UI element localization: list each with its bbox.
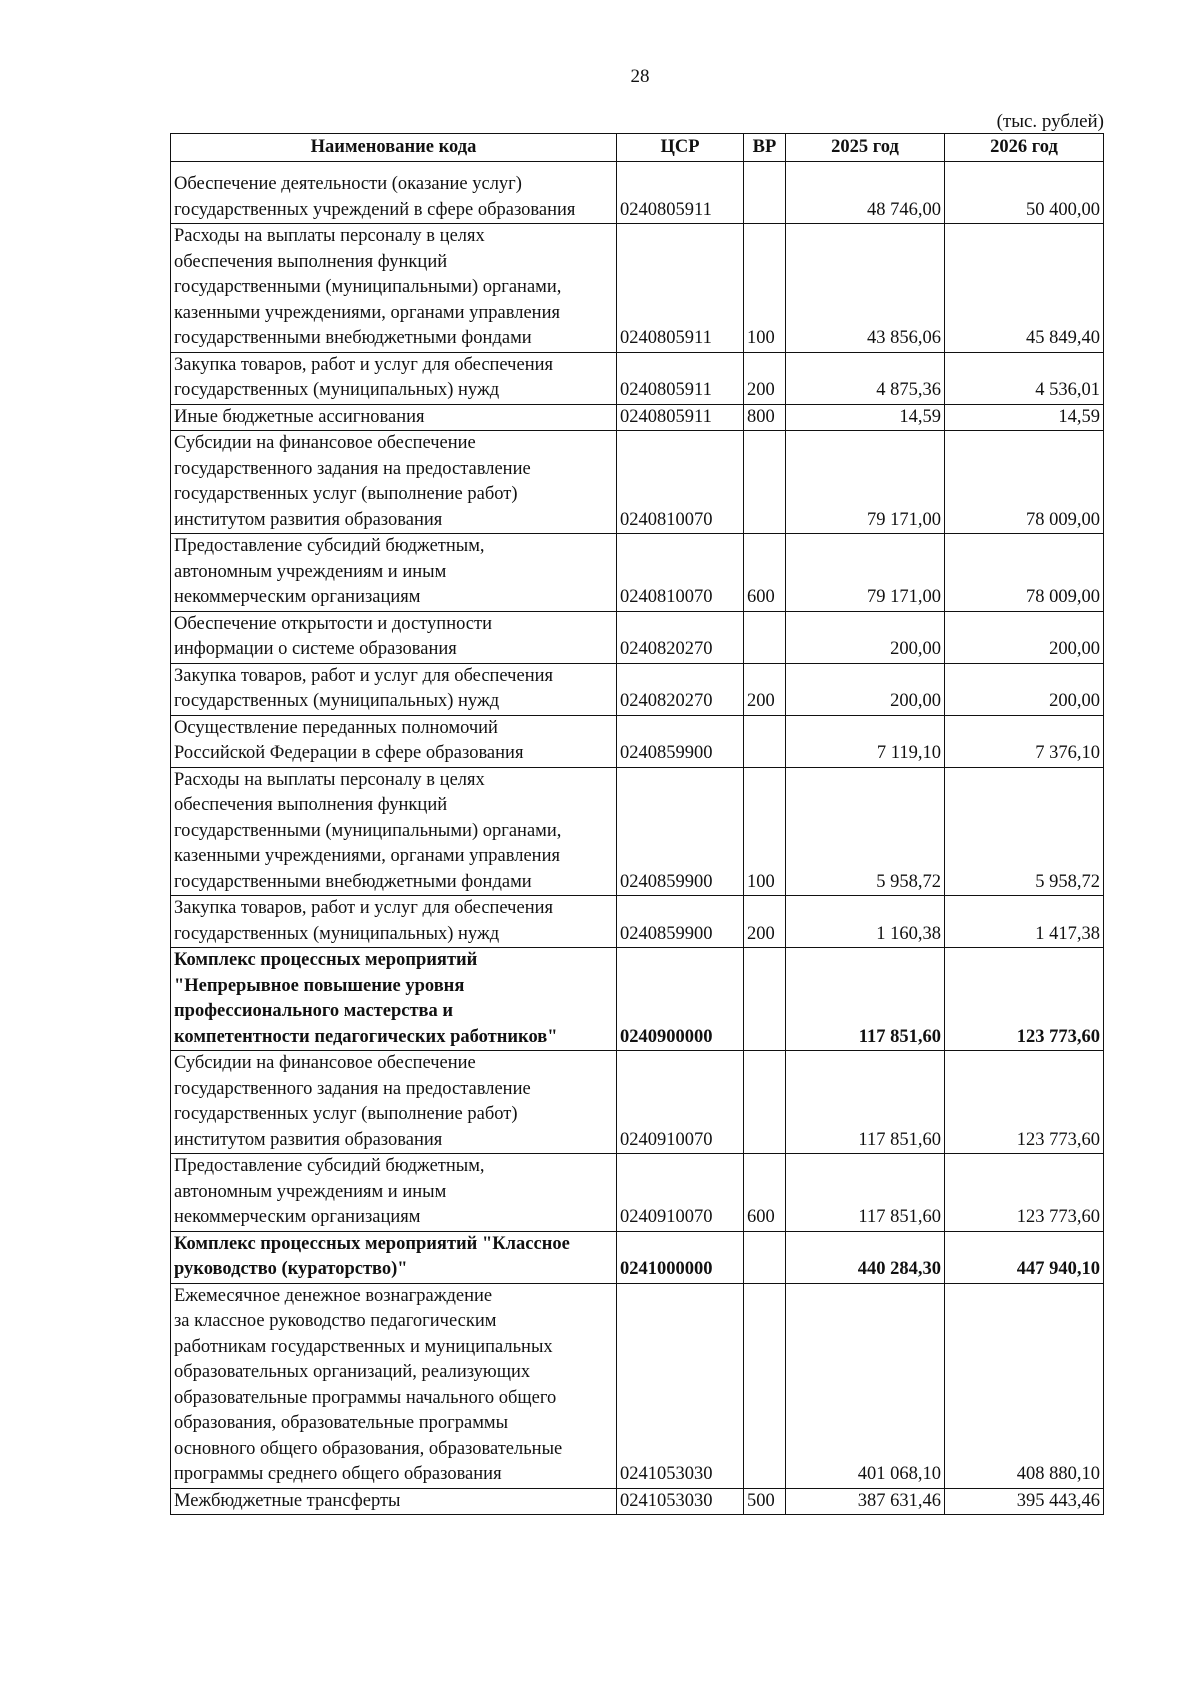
spacer-cell — [945, 162, 1104, 173]
cell-2026: 4 536,01 — [945, 352, 1104, 404]
cell-csr: 0240805911 — [617, 172, 744, 224]
cell-name-line: государственных услуг (выполнение работ) — [174, 484, 518, 504]
cell-name-line: государственными (муниципальными) органами, — [174, 820, 562, 841]
cell-name-line: Субсидии на финансовое обеспечение — [174, 1053, 476, 1073]
table-row — [171, 767, 1104, 896]
cell-name-line: Иные бюджетные ассигнования — [174, 406, 425, 427]
cell-csr: 0240820270 — [617, 663, 744, 715]
cell-name-line: образовательных организаций, реализующих — [174, 1362, 531, 1382]
table-row — [171, 611, 1104, 663]
cell-2026: 78 009,00 — [945, 534, 1104, 612]
cell-name-line: казенными учреждениями, органами управления — [174, 302, 560, 323]
cell-name-line: Расходы на выплаты персоналу в целях — [174, 226, 485, 246]
cell-2025: 200,00 — [786, 663, 945, 715]
cell-2025: 117 851,60 — [786, 1154, 945, 1232]
cell-vr: 200 — [744, 663, 786, 715]
cell-2025: 117 851,60 — [786, 948, 945, 1051]
cell-csr: 0240910070 — [617, 1051, 744, 1154]
cell-name — [171, 611, 617, 663]
cell-name-line: государственных (муниципальных) нужд — [174, 691, 500, 711]
cell-name — [171, 1231, 617, 1283]
cell-name — [171, 948, 617, 1051]
cell-csr: 0240805911 — [617, 404, 744, 431]
cell-name-line: государственных (муниципальных) нужд — [174, 923, 500, 944]
cell-name-line: казенными учреждениями, органами управления — [174, 846, 560, 866]
cell-2025: 4 875,36 — [786, 352, 945, 404]
cell-name — [171, 534, 617, 612]
cell-2026: 123 773,60 — [945, 948, 1104, 1051]
spacer-cell — [786, 162, 945, 173]
table-header-row — [171, 134, 1104, 162]
cell-2025: 43 856,06 — [786, 224, 945, 353]
cell-2026: 395 443,46 — [945, 1488, 1104, 1515]
table-row — [171, 1283, 1104, 1488]
cell-name-line: некоммерческим организациям — [174, 587, 421, 607]
page-number: 28 — [630, 66, 650, 87]
header-csr: ЦСР — [617, 134, 744, 162]
cell-csr: 0240810070 — [617, 431, 744, 534]
cell-name-line: программы среднего общего образования — [174, 1464, 502, 1484]
cell-name — [171, 224, 617, 353]
cell-name-line: руководство (кураторство)" — [174, 1259, 408, 1279]
cell-vr — [744, 1283, 786, 1488]
table-row — [171, 224, 1104, 353]
cell-csr: 0240859900 — [617, 715, 744, 767]
cell-vr — [744, 172, 786, 224]
header-vr: ВР — [744, 134, 786, 162]
cell-name-line: образовательные программы начального общего — [174, 1387, 557, 1408]
cell-vr: 200 — [744, 352, 786, 404]
cell-vr — [744, 1051, 786, 1154]
cell-name-line: Закупка товаров, работ и услуг для обеспечения — [174, 665, 554, 686]
cell-2025: 1 160,38 — [786, 896, 945, 948]
cell-name-line: автономным учреждениям и иным — [174, 561, 447, 582]
cell-name-line: автономным учреждениям и иным — [174, 1181, 447, 1202]
cell-name — [171, 1154, 617, 1232]
cell-csr: 0241000000 — [617, 1231, 744, 1283]
cell-name — [171, 404, 617, 431]
cell-name — [171, 1283, 617, 1488]
cell-csr: 0240859900 — [617, 896, 744, 948]
cell-csr: 0241053030 — [617, 1283, 744, 1488]
cell-vr: 800 — [744, 404, 786, 431]
cell-2025: 440 284,30 — [786, 1231, 945, 1283]
cell-name-line: государственных учреждений в сфере образования — [174, 199, 576, 220]
cell-name — [171, 431, 617, 534]
cell-2025: 387 631,46 — [786, 1488, 945, 1515]
cell-2026: 45 849,40 — [945, 224, 1104, 353]
cell-name-line: Комплекс процессных мероприятий — [174, 950, 478, 970]
table-row — [171, 1231, 1104, 1283]
cell-name-line: компетентности педагогических работников" — [174, 1026, 558, 1047]
spacer-cell — [171, 162, 617, 173]
cell-vr: 600 — [744, 534, 786, 612]
cell-name-line: государственными внебюджетными фондами — [174, 328, 532, 348]
cell-name — [171, 715, 617, 767]
cell-2025: 48 746,00 — [786, 172, 945, 224]
table-row — [171, 663, 1104, 715]
cell-csr: 0240810070 — [617, 534, 744, 612]
cell-name-line: государственных (муниципальных) нужд — [174, 380, 500, 400]
cell-name-line: основного общего образования, образовательные — [174, 1438, 563, 1459]
cell-name — [171, 1051, 617, 1154]
cell-2025: 401 068,10 — [786, 1283, 945, 1488]
cell-vr: 600 — [744, 1154, 786, 1232]
table-body — [171, 162, 1104, 1515]
cell-name-line: за классное руководство педагогическим — [174, 1311, 497, 1331]
cell-2025: 14,59 — [786, 404, 945, 431]
cell-vr: 500 — [744, 1488, 786, 1515]
cell-2026: 78 009,00 — [945, 431, 1104, 534]
cell-2026: 408 880,10 — [945, 1283, 1104, 1488]
cell-name — [171, 172, 617, 224]
cell-2025: 200,00 — [786, 611, 945, 663]
cell-2026: 50 400,00 — [945, 172, 1104, 224]
cell-2025: 117 851,60 — [786, 1051, 945, 1154]
cell-name-line: Закупка товаров, работ и услуг для обеспечения — [174, 354, 554, 375]
cell-name — [171, 352, 617, 404]
cell-name — [171, 663, 617, 715]
cell-name — [171, 1488, 617, 1515]
cell-name-line: профессионального мастерства и — [174, 1001, 454, 1021]
cell-name-line: Комплекс процессных мероприятий "Классное — [174, 1233, 570, 1254]
cell-2026: 1 417,38 — [945, 896, 1104, 948]
cell-2026: 7 376,10 — [945, 715, 1104, 767]
spacer-row — [171, 162, 1104, 173]
table-row — [171, 1488, 1104, 1515]
cell-name-line: государственного задания на предоставление — [174, 1078, 531, 1099]
cell-vr: 200 — [744, 896, 786, 948]
cell-2026: 123 773,60 — [945, 1154, 1104, 1232]
cell-name-line: обеспечения выполнения функций — [174, 251, 448, 272]
cell-csr: 0240859900 — [617, 767, 744, 896]
table-row — [171, 715, 1104, 767]
cell-name-line: Межбюджетные трансферты — [174, 1490, 401, 1511]
table-row — [171, 534, 1104, 612]
cell-vr — [744, 948, 786, 1051]
cell-name-line: Обеспечение открытости и доступности — [174, 613, 493, 634]
cell-name-line: работникам государственных и муниципальных — [174, 1336, 553, 1357]
cell-vr — [744, 431, 786, 534]
cell-csr: 0240805911 — [617, 224, 744, 353]
table-row — [171, 1154, 1104, 1232]
cell-name-line: Предоставление субсидий бюджетным, — [174, 1156, 485, 1176]
cell-name-line: Закупка товаров, работ и услуг для обеспечения — [174, 898, 554, 918]
table-row — [171, 352, 1104, 404]
unit-note: (тыс. рублей) — [996, 111, 1104, 132]
cell-name-line: Осуществление переданных полномочий — [174, 717, 498, 738]
cell-name-line: информации о системе образования — [174, 639, 457, 659]
cell-name-line: обеспечения выполнения функций — [174, 795, 448, 815]
cell-name-line: Обеспечение деятельности (оказание услуг) — [174, 174, 522, 194]
cell-name — [171, 896, 617, 948]
cell-2025: 5 958,72 — [786, 767, 945, 896]
cell-2026: 200,00 — [945, 611, 1104, 663]
cell-name-line: Российской Федерации в сфере образования — [174, 743, 524, 763]
spacer-cell — [744, 162, 786, 173]
cell-name-line: образования, образовательные программы — [174, 1413, 509, 1433]
cell-vr — [744, 611, 786, 663]
cell-2025: 7 119,10 — [786, 715, 945, 767]
cell-2026: 200,00 — [945, 663, 1104, 715]
cell-name-line: государственными (муниципальными) органами, — [174, 277, 562, 297]
cell-name — [171, 767, 617, 896]
table-row — [171, 1051, 1104, 1154]
cell-2026: 5 958,72 — [945, 767, 1104, 896]
cell-csr: 0241053030 — [617, 1488, 744, 1515]
table-row — [171, 172, 1104, 224]
cell-name-line: "Непрерывное повышение уровня — [174, 975, 465, 996]
cell-name-line: Субсидии на финансовое обеспечение — [174, 433, 476, 453]
cell-name-line: институтом развития образования — [174, 509, 443, 530]
header-2025: 2025 год — [786, 134, 945, 162]
cell-2026: 123 773,60 — [945, 1051, 1104, 1154]
cell-name-line: государственных услуг (выполнение работ) — [174, 1104, 518, 1124]
cell-2026: 14,59 — [945, 404, 1104, 431]
cell-name-line: Расходы на выплаты персоналу в целях — [174, 769, 485, 790]
cell-name-line: Предоставление субсидий бюджетным, — [174, 536, 485, 556]
cell-name-line: государственными внебюджетными фондами — [174, 871, 532, 892]
cell-vr: 100 — [744, 224, 786, 353]
cell-2026: 447 940,10 — [945, 1231, 1104, 1283]
cell-name-line: некоммерческим организациям — [174, 1207, 421, 1227]
header-name: Наименование кода — [171, 134, 617, 162]
cell-csr: 0240805911 — [617, 352, 744, 404]
table-row — [171, 404, 1104, 431]
cell-vr — [744, 715, 786, 767]
table-row — [171, 431, 1104, 534]
budget-table — [170, 133, 1104, 1515]
cell-name-line: государственного задания на предоставление — [174, 458, 531, 479]
cell-vr — [744, 1231, 786, 1283]
table-row — [171, 948, 1104, 1051]
cell-name-line: Ежемесячное денежное вознаграждение — [174, 1285, 493, 1306]
cell-2025: 79 171,00 — [786, 534, 945, 612]
cell-csr: 0240910070 — [617, 1154, 744, 1232]
spacer-cell — [617, 162, 744, 173]
header-2026: 2026 год — [945, 134, 1104, 162]
table-row — [171, 896, 1104, 948]
cell-2025: 79 171,00 — [786, 431, 945, 534]
cell-vr: 100 — [744, 767, 786, 896]
cell-name-line: институтом развития образования — [174, 1129, 443, 1150]
cell-csr: 0240900000 — [617, 948, 744, 1051]
cell-csr: 0240820270 — [617, 611, 744, 663]
